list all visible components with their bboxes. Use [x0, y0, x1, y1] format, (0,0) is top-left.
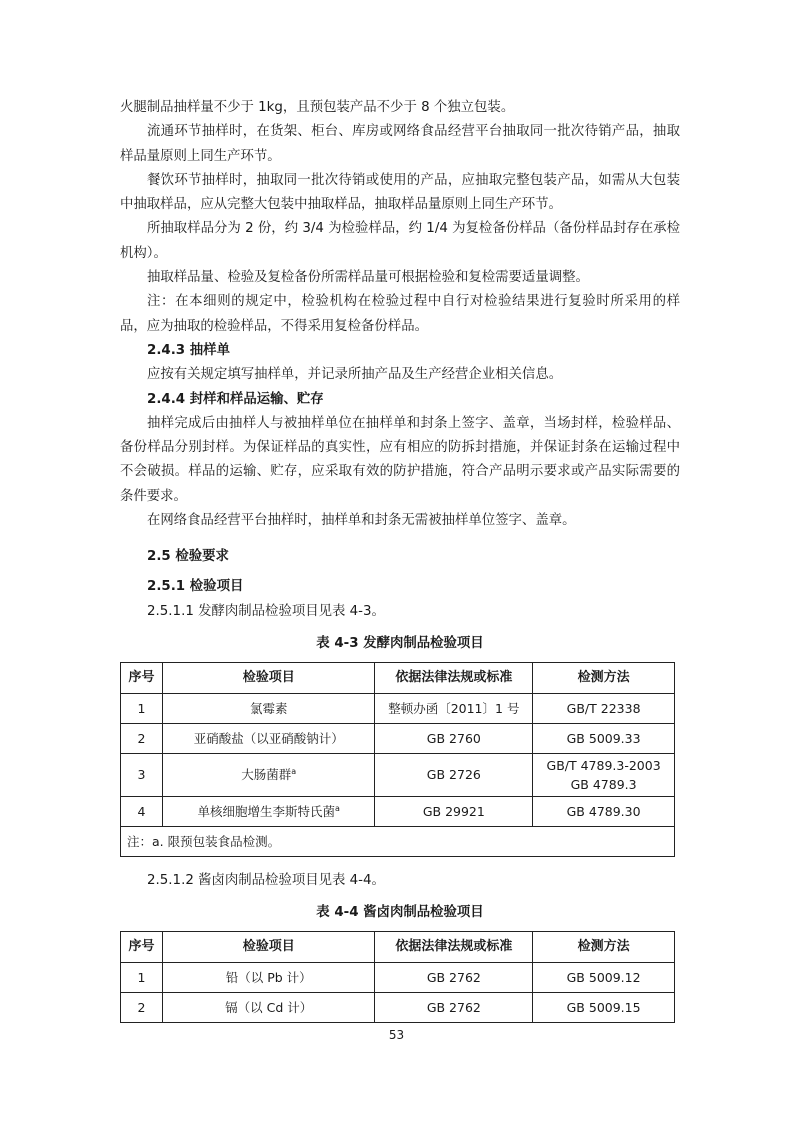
cell-basis: GB 2762	[375, 992, 533, 1022]
header-method: 检测方法	[533, 662, 675, 693]
paragraph-sample-split: 所抽取样品分为 2 份，约 3/4 为检验样品，约 1/4 为复检备份样品（备份样品封存在承检机构）。	[120, 221, 680, 261]
cell-no: 4	[121, 796, 163, 826]
cell-item: 亚硝酸盐（以亚硝酸钠计）	[162, 723, 375, 753]
header-no: 序号	[121, 662, 163, 693]
cell-method: GB/T 22338	[533, 693, 675, 723]
cell-basis: GB 2760	[375, 723, 533, 753]
section-heading-2-4-3: 2.4.3 抽样单	[147, 342, 230, 358]
table-row	[121, 962, 675, 992]
cell-no: 2	[121, 723, 163, 753]
paragraph-note: 注：在本细则的规定中，检验机构在检验过程中自行对检验结果进行复验时所采用的样品，应为抽取的检验样品，不得采用复检备份样品。	[120, 294, 680, 334]
footnote-marker: a	[291, 766, 297, 776]
cell-item: 铅（以 Pb 计）	[162, 962, 375, 992]
table-row	[121, 753, 675, 796]
paragraph-sampling-form: 应按有关规定填写抽样单，并记录所抽产品及生产经营企业相关信息。	[147, 367, 563, 383]
cell-item	[162, 753, 375, 796]
cell-method-line-1: GB/T 4789.3-2003	[546, 757, 661, 773]
cell-no: 2	[121, 992, 163, 1022]
cell-basis: GB 2726	[375, 753, 533, 796]
header-no: 序号	[121, 931, 163, 962]
cell-method-line-2: GB 4789.3	[570, 776, 637, 792]
cell-method	[533, 753, 675, 796]
cell-method: GB 5009.15	[533, 992, 675, 1022]
table-header-row	[121, 662, 675, 693]
section-heading-2-5-1: 2.5.1 检验项目	[147, 579, 244, 595]
header-basis: 依据法律法规或标准	[375, 931, 533, 962]
item-2-5-1-1: 2.5.1.1 发酵肉制品检验项目见表 4-3。	[147, 603, 385, 619]
paragraph-sealing: 抽样完成后由抽样人与被抽样单位在抽样单和封条上签字、盖章，当场封样，检验样品、备份样品分别封样。为保证样品的真实性，应有相应的防拆封措施，并保证封条在运输过程中不会破损。样品的运输、贮存，应采取有效的防护措施，符合产品明示要求或产品实际需要的条件要求。	[120, 415, 680, 504]
cell-item-text: 单核细胞增生李斯特氏菌	[197, 803, 335, 819]
item-2-5-1-2: 2.5.1.2 酱卤肉制品检验项目见表 4-4。	[147, 872, 385, 888]
table-row	[121, 723, 675, 753]
cell-no: 1	[121, 693, 163, 723]
table-4-3-caption: 表 4-3 发酵肉制品检验项目	[316, 635, 484, 651]
table-note: 注：a. 限预包装食品检测。	[121, 826, 675, 856]
cell-no: 3	[121, 753, 163, 796]
paragraph-online-sealing: 在网络食品经营平台抽样时，抽样单和封条无需被抽样单位签字、盖章。	[147, 513, 576, 529]
cell-basis: 整顿办函〔2011〕1 号	[375, 693, 533, 723]
cell-basis: GB 29921	[375, 796, 533, 826]
header-method: 检测方法	[533, 931, 675, 962]
cell-item-text: 大肠菌群	[241, 767, 292, 783]
table-4-4-caption: 表 4-4 酱卤肉制品检验项目	[316, 904, 484, 920]
header-item: 检验项目	[162, 931, 375, 962]
cell-item: 镉（以 Cd 计）	[162, 992, 375, 1022]
paragraph-circulation-sampling: 流通环节抽样时，在货架、柜台、库房或网络食品经营平台抽取同一批次待销产品，抽取样品量原则上同生产环节。	[120, 124, 680, 164]
table-row	[121, 992, 675, 1022]
table-row	[121, 796, 675, 826]
table-4-4	[120, 931, 675, 1023]
paragraph-sample-amount: 火腿制品抽样量不少于 1kg，且预包装产品不少于 8 个独立包装。	[120, 100, 515, 115]
page-content	[120, 96, 680, 1023]
cell-method: GB 5009.12	[533, 962, 675, 992]
header-item: 检验项目	[162, 662, 375, 693]
page-number: 53	[388, 1028, 405, 1042]
cell-item: 氯霉素	[162, 693, 375, 723]
cell-basis: GB 2762	[375, 962, 533, 992]
table-4-3	[120, 662, 675, 857]
cell-item	[162, 796, 375, 826]
section-heading-2-4-4: 2.4.4 封样和样品运输、贮存	[147, 391, 324, 407]
paragraph-catering-sampling: 餐饮环节抽样时，抽取同一批次待销或使用的产品，应抽取完整包装产品，如需从大包装中抽取样品，应从完整大包装中抽取样品，抽取样品量原则上同生产环节。	[120, 172, 680, 213]
section-heading-2-5: 2.5 检验要求	[147, 549, 229, 565]
table-row	[121, 693, 675, 723]
table-note-row	[121, 826, 675, 856]
paragraph-sample-adjust: 抽取样品量、检验及复检备份所需样品量可根据检验和复检需要适量调整。	[147, 270, 589, 286]
table-header-row	[121, 931, 675, 962]
cell-no: 1	[121, 962, 163, 992]
cell-method: GB 4789.30	[533, 796, 675, 826]
footnote-marker: a	[335, 803, 340, 813]
cell-method: GB 5009.33	[533, 723, 675, 753]
header-basis: 依据法律法规或标准	[375, 662, 533, 693]
